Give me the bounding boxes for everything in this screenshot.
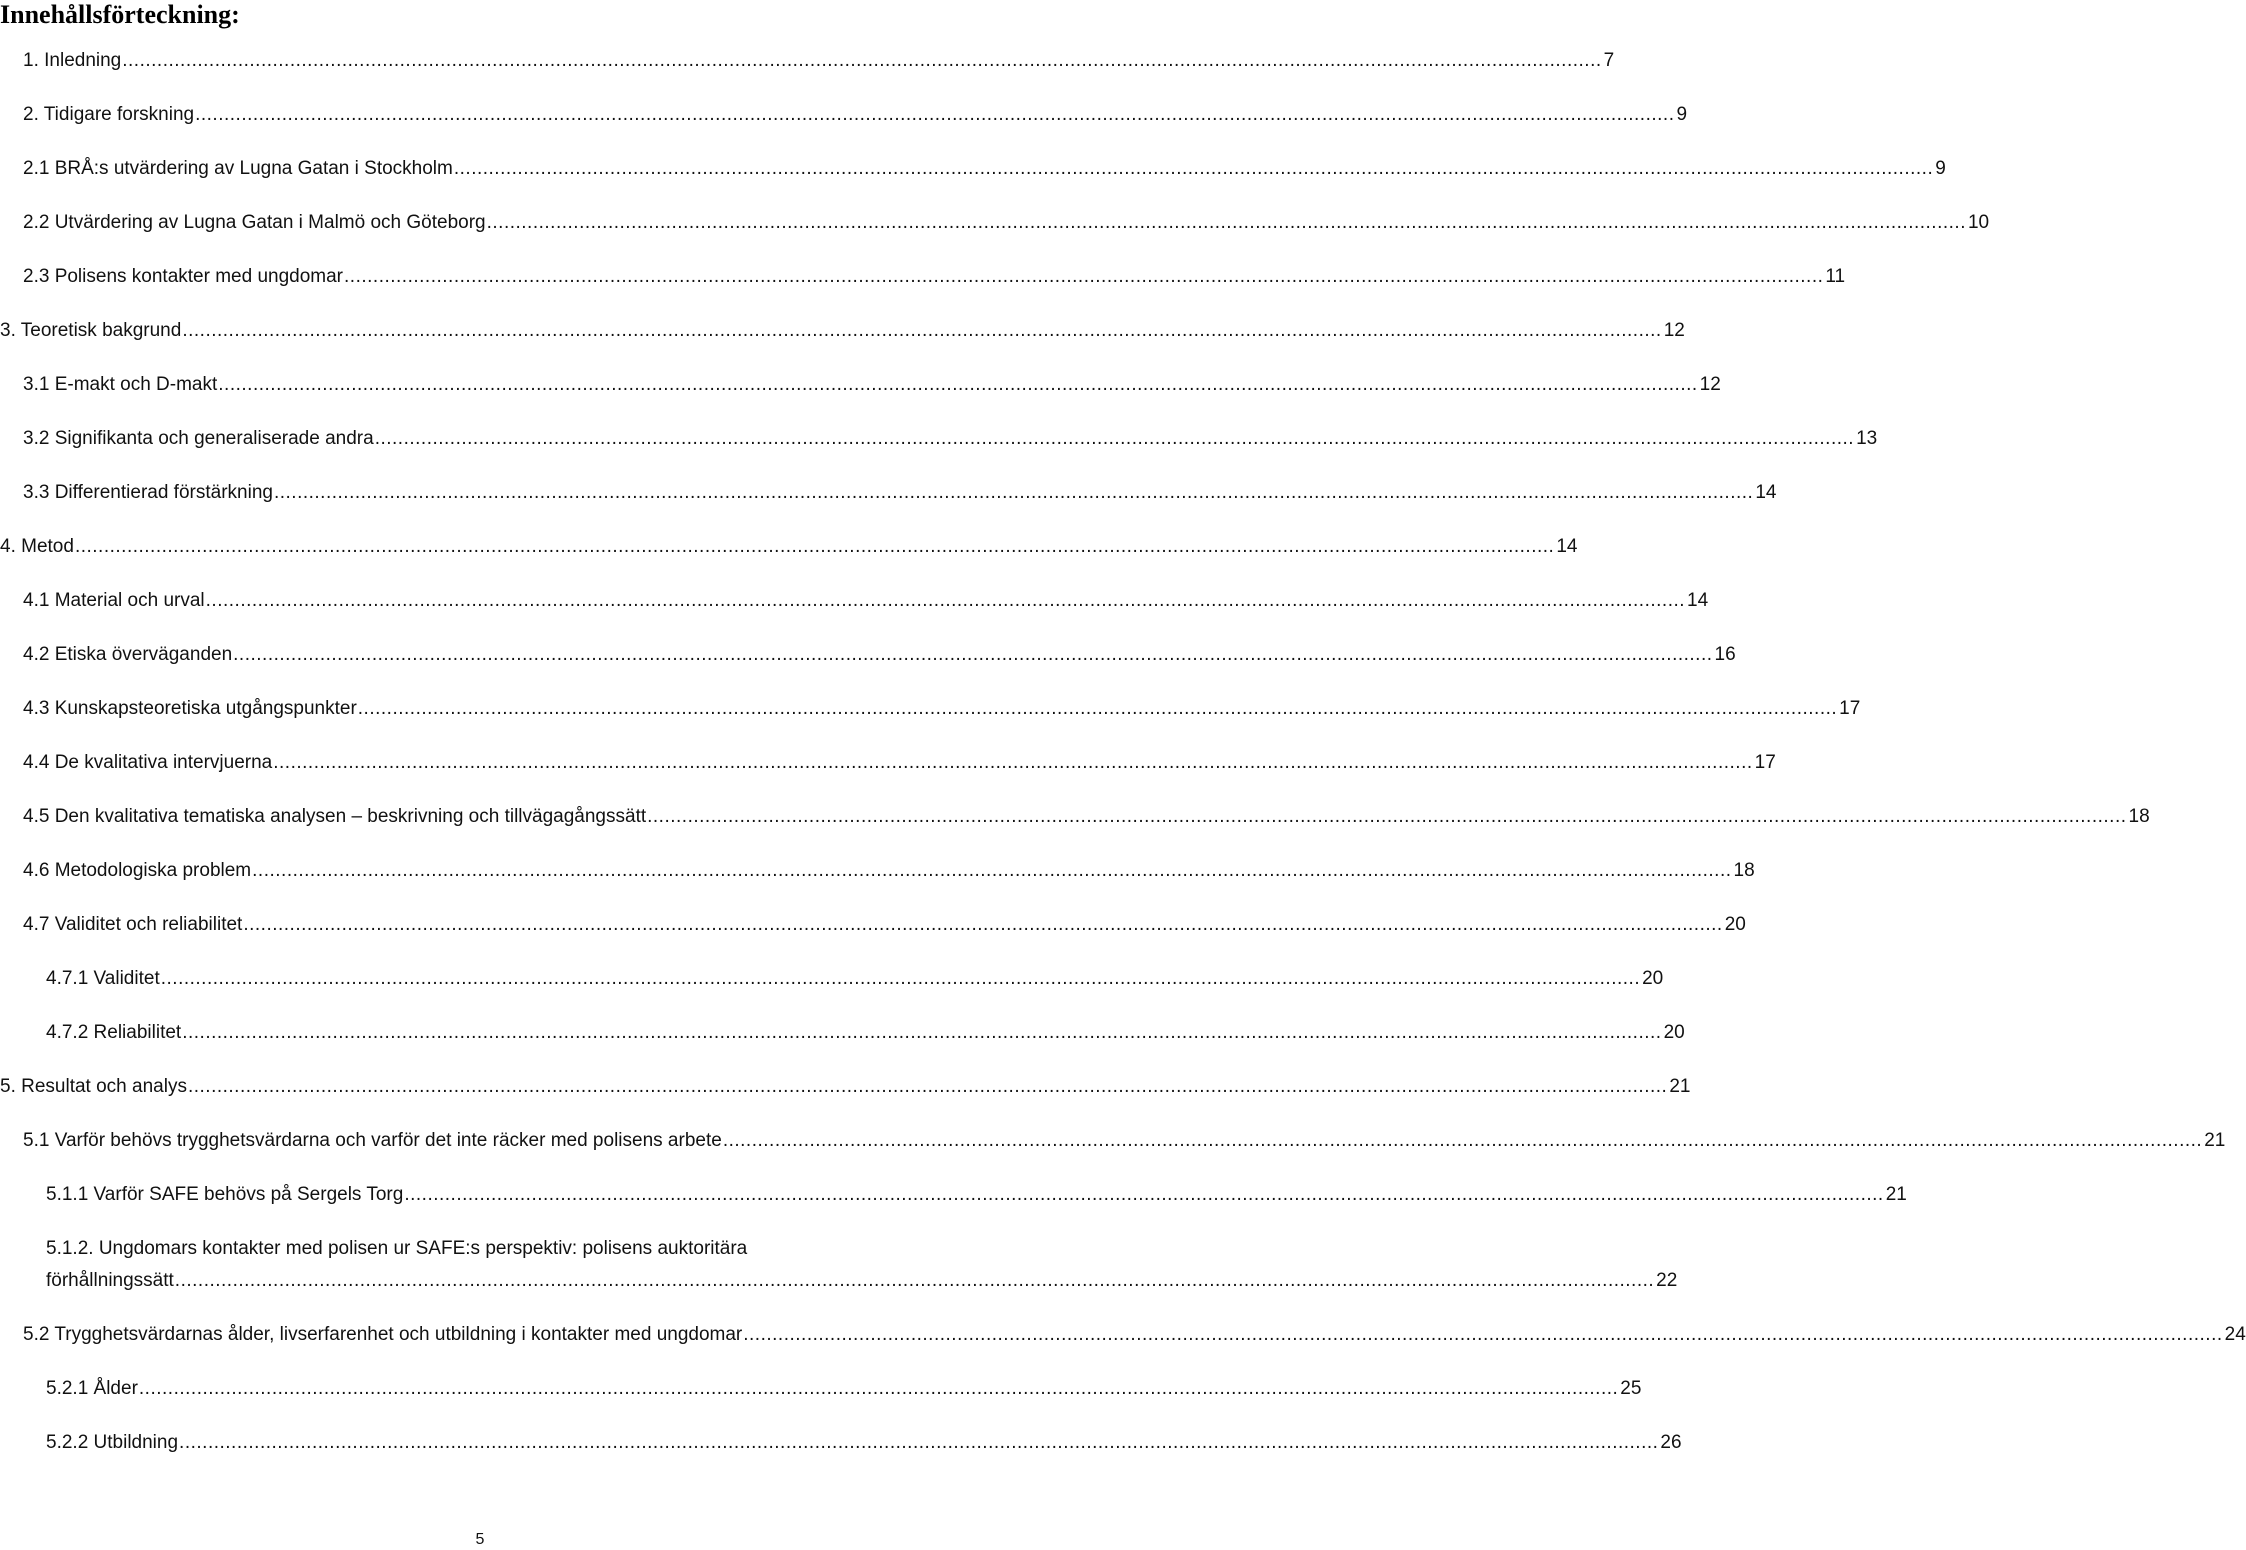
toc-entry-page: 14 — [1687, 590, 1709, 611]
toc-leader-dots — [358, 698, 1837, 720]
toc-entry-material-urval[interactable] — [0, 590, 1709, 612]
toc-entry-page: 24 — [2224, 1324, 2246, 1345]
toc-entry-validitet[interactable] — [0, 968, 1664, 990]
page-title: Innehållsförteckning: — [0, 0, 240, 29]
toc-leader-dots — [182, 1022, 1661, 1044]
toc-entry-alder[interactable] — [0, 1378, 1642, 1400]
toc-entry-title: 5.1.2. Ungdomars kontakter med polisen ur SAFE:s perspektiv: polisens auktoritära — [46, 1238, 748, 1259]
toc-entry-signifikanta-andra[interactable] — [0, 428, 1878, 450]
toc-entry-page: 9 — [1935, 158, 1946, 179]
toc-leader-dots — [188, 1076, 1667, 1098]
toc-entry-title: 5.1.1 Varför SAFE behövs på Sergels Torg — [46, 1184, 404, 1205]
toc-leader-dots — [233, 644, 1712, 666]
toc-entry-title: 4.1 Material och urval — [23, 590, 205, 611]
toc-entry-utvardering-malmo-goteborg[interactable] — [0, 212, 1990, 234]
toc-entry-title: 5.2.2 Utbildning — [46, 1432, 179, 1453]
toc-leader-dots — [122, 50, 1601, 72]
toc-leader-dots — [175, 1270, 1654, 1292]
toc-entry-title: 2.1 BRÅ:s utvärdering av Lugna Gatan i Stockholm — [23, 158, 453, 179]
toc-leader-dots — [375, 428, 1854, 450]
toc-entry-title: 4.6 Metodologiska problem — [23, 860, 252, 881]
toc-entry-page: 22 — [1656, 1270, 1678, 1291]
toc-entry-title: 4.4 De kvalitativa intervjuerna — [23, 752, 273, 773]
toc-entry-polisens-kontakter[interactable] — [0, 266, 1846, 288]
toc-entry-page: 21 — [1885, 1184, 1907, 1205]
toc-leader-dots — [743, 1324, 2222, 1346]
toc-entry-page: 21 — [1669, 1076, 1691, 1097]
toc-entry-page: 11 — [1825, 266, 1846, 287]
toc-entry-page: 20 — [1642, 968, 1664, 989]
toc-entry-safe-sergels-torg[interactable] — [0, 1184, 1907, 1206]
toc-entry-varfor-trygghetsvardarna[interactable] — [0, 1130, 2226, 1152]
toc-entry-page: 20 — [1663, 1022, 1685, 1043]
toc-entry-page: 12 — [1699, 374, 1721, 395]
toc-entry-page: 10 — [1967, 212, 1990, 233]
toc-entry-validitet-reliabilitet[interactable] — [0, 914, 1746, 936]
toc-entry-title: 3.1 E-makt och D-makt — [23, 374, 218, 395]
toc-entry-title: 4.7.2 Reliabilitet — [46, 1022, 182, 1043]
toc-entry-page: 21 — [2204, 1130, 2226, 1151]
toc-leader-dots — [454, 158, 1933, 180]
toc-entry-title: 2. Tidigare forskning — [23, 104, 195, 125]
toc-entry-page: 20 — [1724, 914, 1746, 935]
toc-entry-page: 26 — [1660, 1432, 1682, 1453]
toc-leader-dots — [139, 1378, 1618, 1400]
toc-entry-title: 2.3 Polisens kontakter med ungdomar — [23, 266, 344, 287]
toc-entry-page: 14 — [1556, 536, 1578, 557]
toc-entry-page: 25 — [1620, 1378, 1642, 1399]
toc-leader-dots — [195, 104, 1674, 126]
toc-leader-dots — [274, 482, 1753, 504]
toc-leader-dots — [179, 1432, 1658, 1454]
toc-entry-page: 12 — [1663, 320, 1685, 341]
toc-entry-e-makt-d-makt[interactable] — [0, 374, 1721, 396]
toc-leader-dots — [404, 1184, 1883, 1206]
toc-entry-ungdomars-kontakter[interactable] — [0, 1238, 1678, 1292]
toc-entry-title: 5.2 Trygghetsvärdarnas ålder, livserfarenhet och utbildning i kontakter med ungdomar — [23, 1324, 743, 1345]
toc-entry-page: 18 — [1733, 860, 1755, 881]
toc-leader-dots — [243, 914, 1722, 936]
toc-entry-title: 3.2 Signifikanta och generaliserade andra — [23, 428, 374, 449]
toc-entry-title: 4.7 Validitet och reliabilitet — [23, 914, 243, 935]
toc-entry-inledning[interactable] — [0, 50, 1615, 72]
toc-entry-page: 17 — [1754, 752, 1776, 773]
toc-entry-page: 14 — [1755, 482, 1777, 503]
toc-entry-page: 13 — [1856, 428, 1878, 449]
toc-entry-title: 4.5 Den kvalitativa tematiska analysen – beskrivning och tillvägagångssätt — [23, 806, 647, 827]
toc-entry-title: 3. Teoretisk bakgrund — [0, 320, 182, 341]
page-number: 5 — [475, 1531, 485, 1548]
toc-entry-page: 17 — [1839, 698, 1861, 719]
toc-entry-kvalitativa-intervjuerna[interactable] — [0, 752, 1776, 774]
toc-entry-metod[interactable] — [0, 536, 1578, 558]
toc-leader-dots — [487, 212, 1966, 234]
toc-entry-title: 1. Inledning — [23, 50, 122, 71]
toc-entry-page: 7 — [1603, 50, 1615, 71]
toc-entry-metodologiska-problem[interactable] — [0, 860, 1755, 882]
toc-entry-page: 16 — [1714, 644, 1736, 665]
toc-entry-title: 3.3 Differentierad förstärkning — [23, 482, 273, 503]
toc-entry-title: 4.7.1 Validitet — [46, 968, 160, 989]
toc-entry-utbildning[interactable] — [0, 1432, 1682, 1454]
toc-leader-dots — [252, 860, 1731, 882]
toc-entry-title: 4.3 Kunskapsteoretiska utgångspunkter — [23, 698, 357, 719]
toc-entry-bra-utvardering[interactable] — [0, 158, 1946, 180]
toc-leader-dots — [206, 590, 1685, 612]
toc-entry-title: 4. Metod — [0, 536, 74, 557]
toc-entry-title: 4.2 Etiska överväganden — [23, 644, 233, 665]
toc-leader-dots — [75, 536, 1554, 558]
toc-entry-resultat-analys[interactable] — [0, 1076, 1691, 1098]
toc-entry-kunskapsteoretiska[interactable] — [0, 698, 1861, 720]
toc-entry-differentierad-forstarkning[interactable] — [0, 482, 1777, 504]
toc-leader-dots — [218, 374, 1697, 396]
toc-entry-etiska-overvaganden[interactable] — [0, 644, 1736, 666]
toc-leader-dots — [182, 320, 1661, 342]
toc-leader-dots — [273, 752, 1752, 774]
toc-entry-tidigare-forskning[interactable] — [0, 104, 1688, 126]
toc-leader-dots — [723, 1130, 2202, 1152]
toc-entry-title-continued: förhållningssätt — [46, 1270, 174, 1291]
toc-entry-title: 5. Resultat och analys — [0, 1076, 187, 1097]
toc-entry-title: 2.2 Utvärdering av Lugna Gatan i Malmö och Göteborg — [23, 212, 486, 233]
toc-entry-page: 9 — [1676, 104, 1688, 125]
toc-entry-trygghetsvardarnas-alder[interactable] — [0, 1324, 2246, 1346]
toc-entry-page: 18 — [2128, 806, 2150, 827]
toc-leader-dots — [161, 968, 1640, 990]
toc-entry-title: 5.1 Varför behövs trygghetsvärdarna och varför det inte räcker med polisens arbete — [23, 1130, 722, 1151]
toc-entry-tematiska-analysen[interactable] — [0, 806, 2150, 828]
toc-leader-dots — [647, 806, 2126, 828]
toc-entry-teoretisk-bakgrund[interactable] — [0, 320, 1685, 342]
toc-entry-reliabilitet[interactable] — [0, 1022, 1685, 1044]
toc-leader-dots — [344, 266, 1823, 288]
toc-entry-title: 5.2.1 Ålder — [46, 1378, 138, 1399]
